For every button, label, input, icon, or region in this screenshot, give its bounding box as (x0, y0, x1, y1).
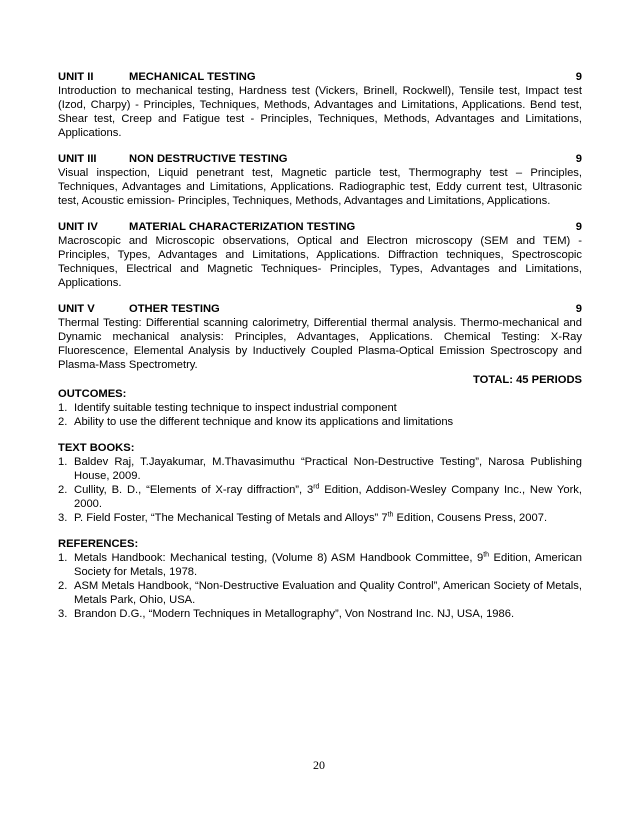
textbooks-list (58, 455, 582, 525)
references-list (58, 551, 582, 621)
unit-section (58, 152, 582, 208)
unit-title: MECHANICAL TESTING (129, 71, 256, 83)
page-content (58, 70, 582, 621)
unit-heading (58, 152, 582, 166)
superscript: th (483, 551, 490, 559)
item-number: 1. (58, 552, 68, 564)
list-item (58, 579, 582, 607)
unit-title: NON DESTRUCTIVE TESTING (129, 153, 288, 165)
unit-section (58, 220, 582, 290)
list-item (58, 551, 582, 579)
unit-title: MATERIAL CHARACTERIZATION TESTING (129, 221, 356, 233)
outcomes-heading: OUTCOMES: (58, 388, 127, 400)
list-item (58, 415, 582, 429)
unit-hours: 9 (575, 71, 582, 83)
list-item (58, 511, 582, 525)
unit-number: UNIT II (58, 71, 94, 83)
item-text-part: Edition, American Society for Metals, 1978. (74, 552, 583, 578)
outcomes-section (58, 387, 582, 429)
item-text (74, 483, 582, 511)
item-text: Ability to use the different technique and know its applications and limitations (74, 416, 454, 428)
superscript: th (387, 511, 394, 519)
unit-number: UNIT V (58, 303, 95, 315)
item-text-part: Edition, Cousens Press, 2007. (393, 512, 548, 524)
list-item (58, 483, 582, 511)
unit-title: OTHER TESTING (129, 303, 220, 315)
textbooks-section (58, 441, 582, 525)
page-number: 20 (313, 758, 325, 772)
unit-number: UNIT IV (58, 221, 98, 233)
textbooks-heading: TEXT BOOKS: (58, 442, 135, 454)
unit-number: UNIT III (58, 153, 97, 165)
list-item (58, 455, 582, 483)
item-text-part: P. Field Foster, “The Mechanical Testing of Metals and Alloys” 7 (74, 512, 388, 524)
unit-description: Visual inspection, Liquid penetrant test, Magnetic particle test, Thermography test – Principles, Techniques, Advantages and Limitations, Applications. Radiographic test, Eddy current test, Ultrasonic test, Acoustic emission- Principles, Techniques, Methods, Advantages and Limitations, Applications. (58, 167, 582, 207)
item-text (74, 511, 582, 525)
item-number: 3. (58, 608, 68, 620)
unit-heading (58, 302, 582, 316)
item-text: Baldev Raj, T.Jayakumar, M.Thavasimuthu “Practical Non-Destructive Testing”, Narosa Publishing House, 2009. (74, 456, 582, 482)
list-item (58, 607, 582, 621)
item-text: Identify suitable testing technique to inspect industrial component (74, 402, 397, 414)
item-text-part: Cullity, B. D., “Elements of X-ray diffraction”, 3 (74, 484, 314, 496)
total-periods: TOTAL: 45 PERIODS (473, 374, 582, 386)
item-number: 2. (58, 416, 68, 428)
references-section (58, 537, 582, 621)
item-text (74, 551, 582, 579)
unit-hours: 9 (575, 221, 582, 233)
outcomes-list (58, 401, 582, 429)
superscript: rd (313, 483, 320, 491)
item-text: ASM Metals Handbook, “Non-Destructive Evaluation and Quality Control”, American Society of Metals, Metals Park, Ohio, USA. (74, 580, 582, 606)
item-number: 2. (58, 484, 68, 496)
unit-description: Thermal Testing: Differential scanning calorimetry, Differential thermal analysis. Thermo-mechanical and Dynamic mechanical analysis: Principles, Advantages, Applications. Chemical Testing: X-Ray Fluorescence, Elemental Analysis by Inductively Coupled Plasma-Optical Emission Spectroscopy and Plasma-Mass Spectrometry. (58, 317, 582, 371)
item-number: 1. (58, 456, 68, 468)
unit-description: Macroscopic and Microscopic observations, Optical and Electron microscopy (SEM and TEM) - Principles, Types, Advantages and Limitations, Applications. Diffraction techniques, Spectroscopic Techniques, Electrical and Magnetic Techniques- Principles, Types, Advantages and Limitations, Applications. (58, 235, 582, 289)
item-number: 1. (58, 402, 68, 414)
unit-description: Introduction to mechanical testing, Hardness test (Vickers, Brinell, Rockwell), Tensile test, Impact test (Izod, Charpy) - Principles, Techniques, Methods, Advantages and Limitations, Applications. Bend test, Shear test, Creep and Fatigue test - Principles, Techniques, Methods, Advantages and Limitations, Applications. (58, 85, 582, 139)
unit-section (58, 70, 582, 140)
item-text: Brandon D.G., “Modern Techniques in Metallography”, Von Nostrand Inc. NJ, USA, 1986. (74, 608, 515, 620)
unit-hours: 9 (575, 153, 582, 165)
unit-heading (58, 70, 582, 84)
item-text-part: Metals Handbook: Mechanical testing, (Volume 8) ASM Handbook Committee, 9 (74, 552, 484, 564)
references-heading: REFERENCES: (58, 538, 139, 550)
item-text-part: Edition, Addison-Wesley Company Inc., New York, 2000. (74, 484, 582, 510)
unit-hours: 9 (575, 303, 582, 315)
item-number: 3. (58, 512, 68, 524)
unit-heading (58, 220, 582, 234)
unit-section (58, 302, 582, 372)
list-item (58, 401, 582, 415)
item-number: 2. (58, 580, 68, 592)
